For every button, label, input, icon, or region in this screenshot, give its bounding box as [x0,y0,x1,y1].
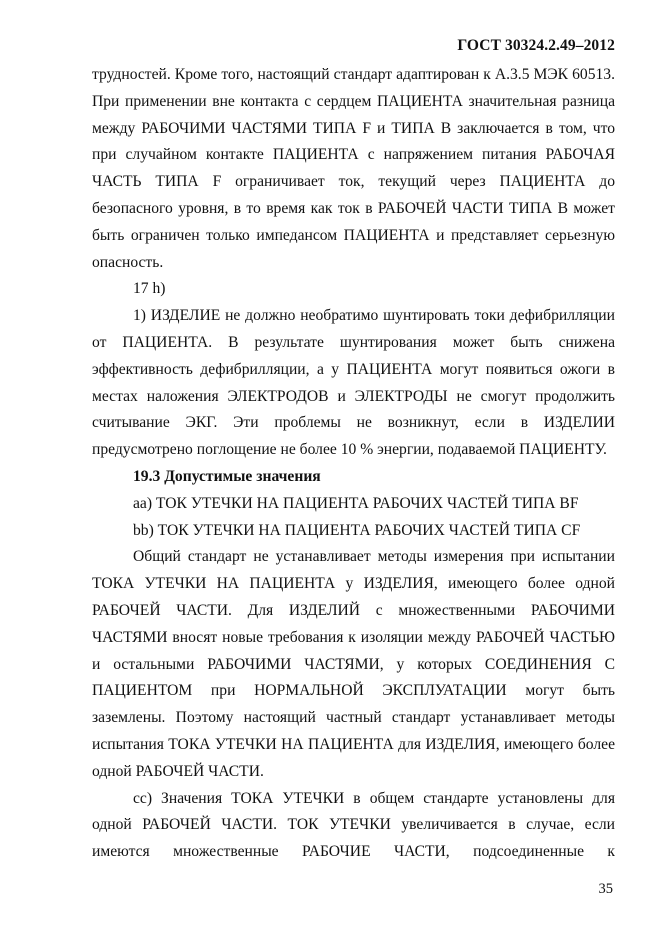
page-number: 35 [598,881,613,897]
paragraph-continuation: трудностей. Кроме того, настоящий стандарт адаптирован к А.3.5 МЭК 60513. При применении вне контакта с сердцем ПАЦИЕНТА значительная разница между РАБОЧИМИ ЧАСТЯМИ ТИПА F и ТИПА B заключается в том, что при случайном контакте ПАЦИЕНТА с напряжением питания РАБОЧАЯ ЧАСТЬ ТИПА F ограничивает ток, текущий через ПАЦИЕНТА до безопасного уровня, в то время как ток в РАБОЧЕЙ ЧАСТИ ТИПА B может быть ограничен только импедансом ПАЦИЕНТА и представляет серьезную опасность. [92,66,615,271]
paragraph-general-standard: Общий стандарт не устанавливает методы измерения при испытании ТОКА УТЕЧКИ НА ПАЦИЕНТА у ИЗДЕЛИЯ, имеющего более одной РАБОЧЕЙ ЧАСТИ. Для ИЗДЕЛИЙ с множественными РАБОЧИМИ ЧАСТЯМИ вносят новые требования к изоляции между РАБОЧЕЙ ЧАСТЬЮ и остальными РАБОЧИМИ ЧАСТЯМИ, у которых СОЕДИНЕНИЯ С ПАЦИЕНТОМ при НОРМАЛЬНОЙ ЭКСПЛУАТАЦИИ могут быть заземлены. Поэтому настоящий частный стандарт устанавливает методы испытания ТОКА УТЕЧКИ НА ПАЦИЕНТА для ИЗДЕЛИЯ, имеющего более одной РАБОЧЕЙ ЧАСТИ. [92,548,615,780]
list-item-bb: bb) ТОК УТЕЧКИ НА ПАЦИЕНТА РАБОЧИХ ЧАСТЕЙ ТИПА CF [133,521,581,539]
clause-reference: 17 h) [133,280,166,298]
list-item-aa: aa) ТОК УТЕЧКИ НА ПАЦИЕНТА РАБОЧИХ ЧАСТЕЙ ТИПА BF [133,494,579,512]
document-body [92,62,615,866]
standard-header: ГОСТ 30324.2.49–2012 [457,37,615,54]
section-heading: 19.3 Допустимые значения [133,467,321,485]
paragraph-leakage-values: cc) Значения ТОКА УТЕЧКИ в общем стандарте установлены для одной РАБОЧЕЙ ЧАСТИ. ТОК УТЕЧКИ увеличивается в случае, если имеются множественные РАБОЧИЕ ЧАСТИ, подсоединенные к [92,789,615,861]
paragraph-defibrillation: 1) ИЗДЕЛИЕ не должно необратимо шунтировать токи дефибрилляции от ПАЦИЕНТА. В результате шунтирования может быть снижена эффективность дефибрилляции, а у ПАЦИЕНТА могут появиться ожоги в местах наложения ЭЛЕКТРОДОВ и ЭЛЕКТРОДЫ не смогут продолжить считывание ЭКГ. Эти проблемы не возникнут, если в ИЗДЕЛИИ предусмотрено поглощение не более 10 % энергии, подаваемой ПАЦИЕНТУ. [92,307,615,459]
